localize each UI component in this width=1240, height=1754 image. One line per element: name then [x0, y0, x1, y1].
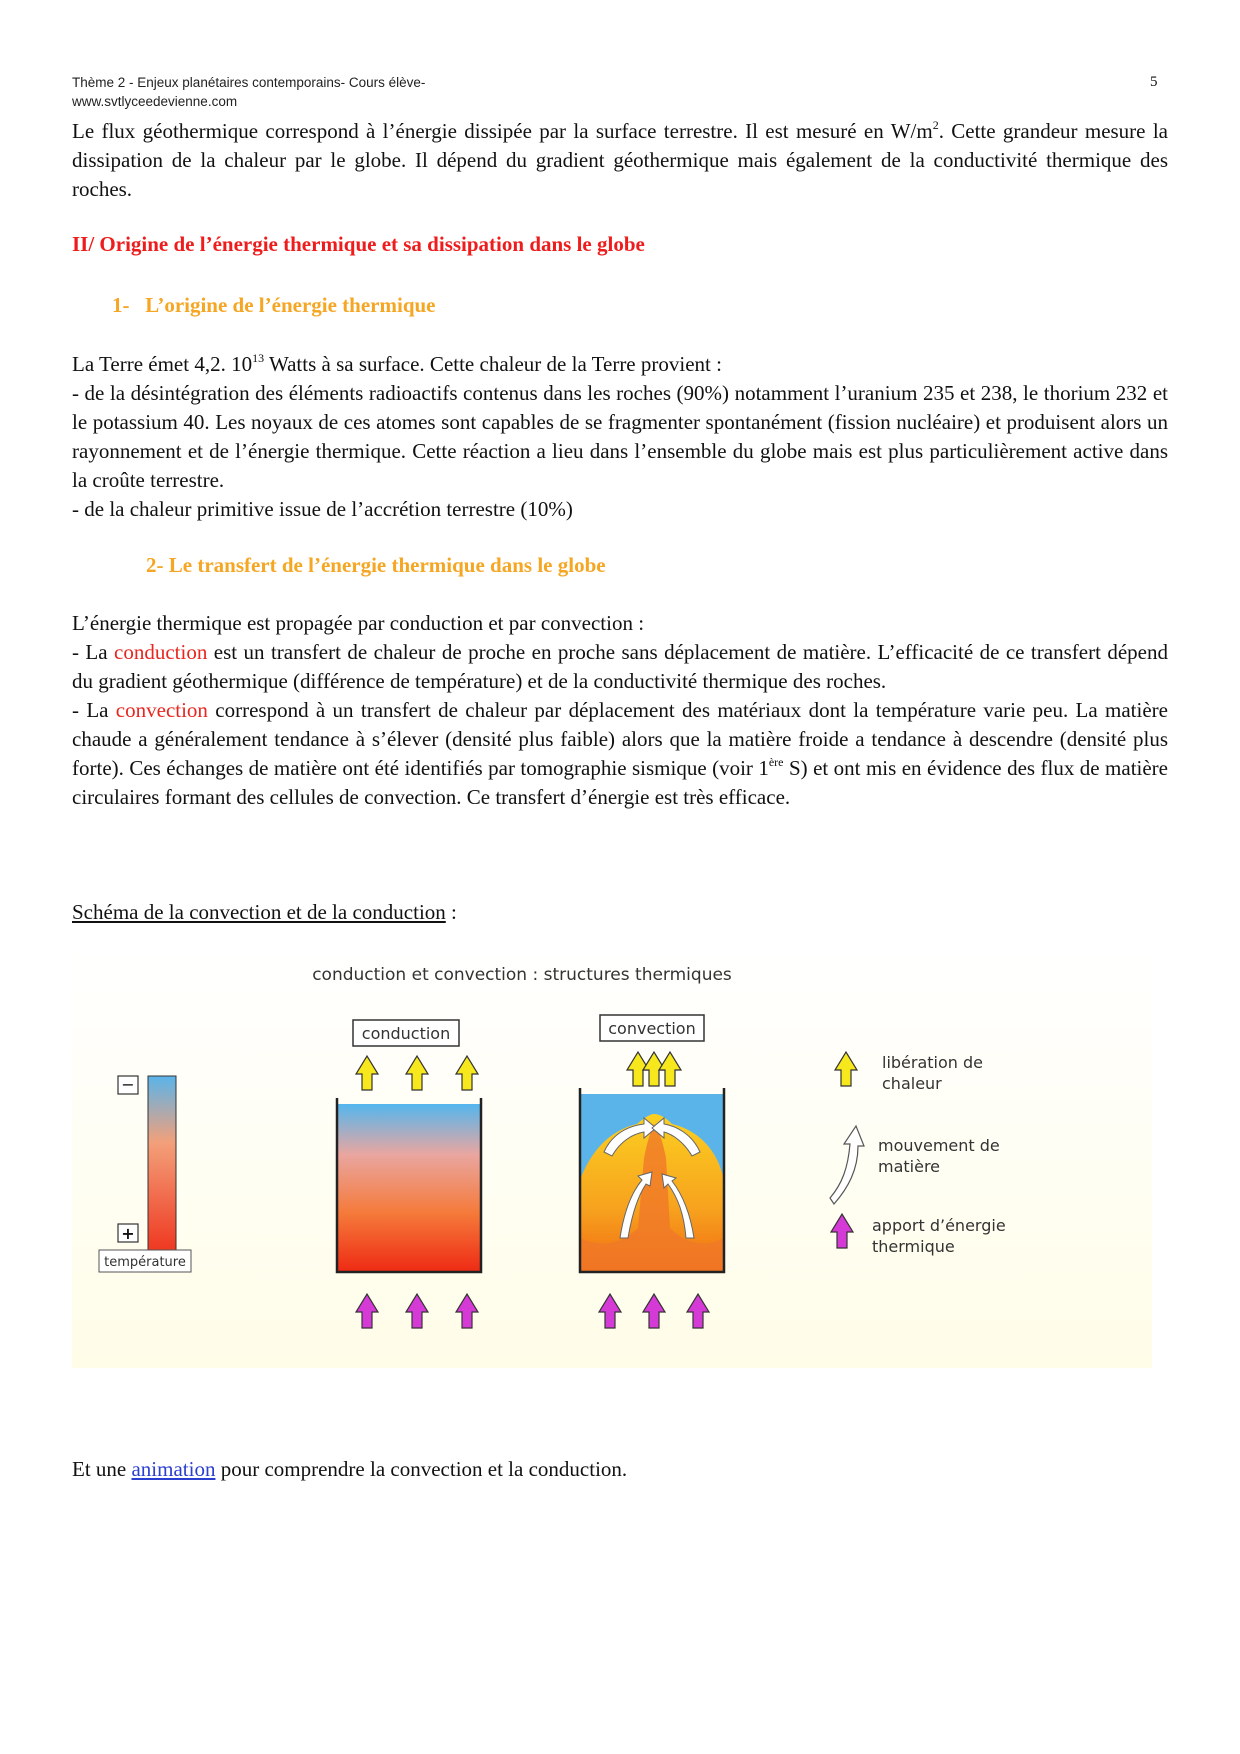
origin-line-3: - de la chaleur primitive issue de l’accrétion terrestre (10%) — [72, 497, 573, 521]
subsection-1-text: L’origine de l’énergie thermique — [145, 293, 436, 317]
figure-title: conduction et convection : structures thermiques — [312, 965, 732, 985]
conduction-label: conduction — [361, 1024, 451, 1043]
legend-release-line-1: libération de — [882, 1053, 984, 1072]
schema-caption — [72, 898, 1168, 927]
header-line-2: www.svtlyceedevienne.com — [72, 94, 238, 109]
final-suffix: pour comprendre la convection et la conduction. — [215, 1457, 628, 1481]
origin-line-1 — [72, 350, 1168, 379]
paragraph-origin — [72, 350, 1168, 524]
conduction-paragraph — [72, 638, 1168, 696]
schema-caption-suffix: : — [445, 900, 457, 924]
legend-input-line-1: apport d’énergie — [872, 1216, 1006, 1235]
schema-caption-label: Schéma de la convection et de la conduction — [72, 900, 446, 924]
conv-prefix: - La — [72, 698, 116, 722]
paragraph-geothermal-flux — [72, 117, 1168, 204]
header-line-1: Thème 2 - Enjeux planétaires contemporains- Cours élève- — [72, 75, 426, 90]
temperature-scale-bar — [148, 1076, 176, 1266]
section-2-title: II/ Origine de l’énergie thermique et sa dissipation dans le globe — [72, 232, 645, 256]
scale-label: température — [104, 1255, 186, 1270]
convection-conduction-figure — [72, 948, 1152, 1368]
convection-paragraph — [72, 696, 1168, 812]
legend-release-line-2: chaleur — [882, 1074, 942, 1093]
origin-line-2: - de la désintégration des éléments radioactifs contenus dans les roches (90%) notamment l’uranium 235 et 238, le thorium 232 et le potassium 40. Les noyaux de ces atomes sont capables de se fragmenter spontanément (fission nucléaire) et produisent alors un rayonnement et de l’énergie thermique. Cette réaction a lieu dans l’ensemble du globe mais est plus particulièrement active dans la croûte terrestre. — [72, 381, 1168, 492]
origin-l1b: Watts à sa surface. Cette chaleur de la Terre provient : — [264, 352, 722, 376]
origin-l1a: La Terre émet 4,2. 10 — [72, 352, 253, 376]
conv-sup: ère — [768, 755, 784, 769]
final-prefix: Et une — [72, 1457, 132, 1481]
scale-plus-icon: + — [121, 1224, 135, 1243]
subsection-1-title — [112, 293, 436, 318]
conduction-term: conduction — [114, 640, 208, 664]
para1-text-b: . Cette grandeur mesure la dissipation de la chaleur par le globe. Il dépend du gradient géothermique mais également de la conductivité thermique des roches. — [72, 119, 1168, 201]
conduction-container — [337, 1104, 481, 1272]
page-number: 5 — [1150, 74, 1158, 90]
subsection-1-number: 1- — [112, 293, 130, 317]
transfer-intro: L’énergie thermique est propagée par conduction et par convection : — [72, 611, 645, 635]
page-header — [72, 73, 425, 111]
paragraph-transfer — [72, 609, 1168, 812]
conv-text-b: S) et ont mis en évidence des flux de matière circulaires formant des cellules de convection. Ce transfert d’énergie est très efficace. — [72, 756, 1168, 809]
final-line — [72, 1455, 1168, 1484]
scale-minus-icon: − — [121, 1075, 135, 1094]
conv-text-a: correspond à un transfert de chaleur par déplacement des matériaux dont la température varie peu. La matière chaude a généralement tendance à s’élever (densité plus faible) alors que la matière froide a tendance à descendre (densité plus forte). Ces échanges de matière ont été identifiés par tomographie sismique (voir 1 — [72, 698, 1168, 780]
para1-sup: 2 — [932, 118, 939, 132]
convection-label: convection — [608, 1019, 696, 1038]
cond-prefix: - La — [72, 640, 115, 664]
legend-movement-line-2: matière — [878, 1157, 941, 1176]
legend-movement-line-1: mouvement de — [878, 1136, 1000, 1155]
subsection-2-title: 2- Le transfert de l’énergie thermique dans le globe — [146, 553, 606, 577]
cond-text: est un transfert de chaleur de proche en proche sans déplacement de matière. L’efficacité de ce transfert dépend du gradient géothermique (différence de température) et de la conductivité thermique des roches. — [72, 640, 1168, 693]
para1-text-a: Le flux géothermique correspond à l’énergie dissipée par la surface terrestre. Il est mesuré en W/m — [72, 119, 933, 143]
animation-link[interactable]: animation — [131, 1457, 216, 1481]
legend-input-line-2: thermique — [872, 1237, 955, 1256]
convection-term: convection — [115, 698, 208, 722]
origin-sup: 13 — [252, 351, 265, 365]
